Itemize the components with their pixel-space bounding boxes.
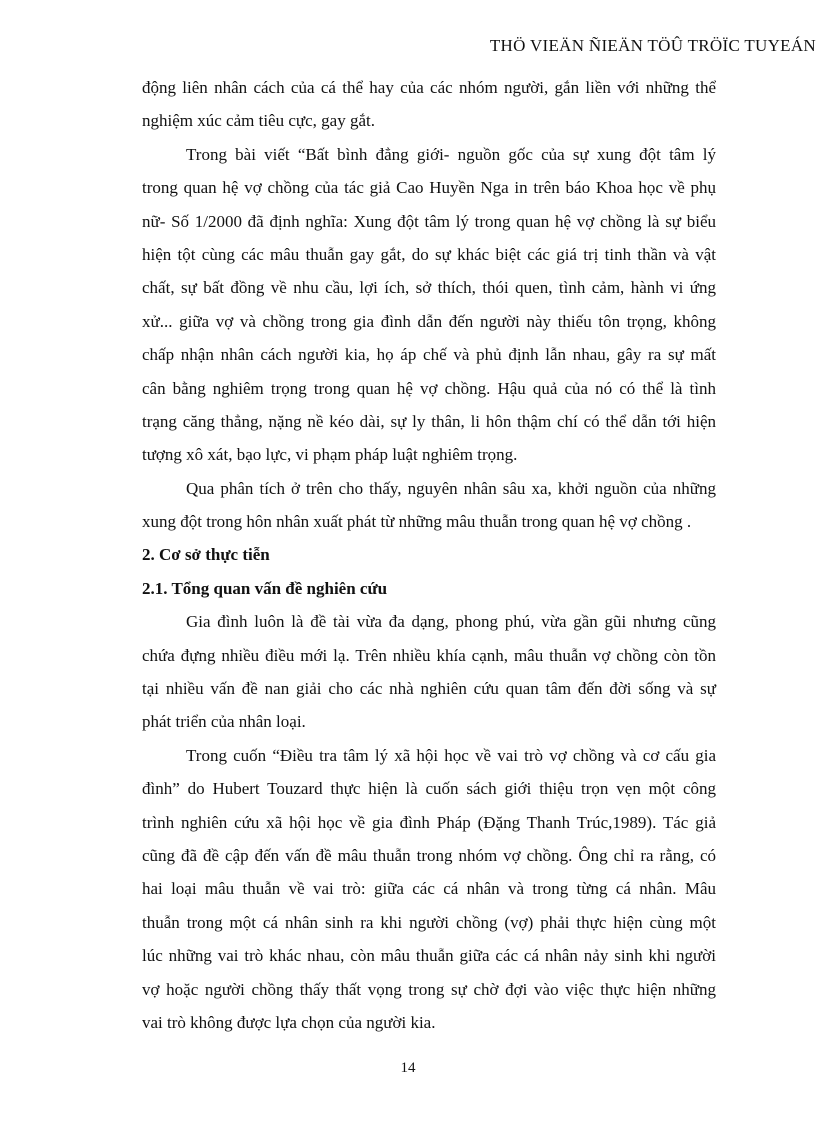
text-line: chứa đựng nhiều điều mới lạ. Trên nhiều khía cạnh, mâu thuẫn vợ chồng còn tồn <box>142 645 716 665</box>
text-line: vợ hoặc người chồng thấy thất vọng trong sự chờ đợi vào việc thực hiện những <box>142 979 716 999</box>
text-line: trong quan hệ vợ chồng của tác giả Cao Huyền Nga in trên báo Khoa học về phụ <box>142 178 716 198</box>
text-line: cân bằng nghiêm trọng trong quan hệ vợ chồng. Hậu quả của nó có thể là tình <box>142 378 716 398</box>
text-line: phát triển của nhân loại. <box>142 712 306 732</box>
text-line: Gia đình luôn là đề tài vừa đa dạng, phong phú, vừa gần gũi nhưng cũng <box>186 612 716 632</box>
text-line: nữ- Số 1/2000 đã định nghĩa: Xung đột tâm lý trong quan hệ vợ chồng là sự biểu <box>142 211 716 231</box>
page-number: 14 <box>400 1060 416 1076</box>
text-line: hai loại mâu thuẫn về vai trò: giữa các cá nhân và trong từng cá nhân. Mâu <box>142 879 716 899</box>
text-line: Trong bài viết “Bất bình đẳng giới- nguồn gốc của sự xung đột tâm lý <box>186 144 716 164</box>
text-line: Qua phân tích ở trên cho thấy, nguyên nhân sâu xa, khởi nguồn của những <box>186 478 716 498</box>
text-line: trình nghiên cứu xã hội học về gia đình Pháp (Đặng Thanh Trúc,1989). Tác giả <box>142 812 716 832</box>
text-line: hiện tột cùng các mâu thuẫn gay gắt, do sự khác biệt các giá trị tinh thần và vật <box>142 244 716 264</box>
text-line: vai trò không được lựa chọn của người kia. <box>142 1012 436 1032</box>
text-line: xung đột trong hôn nhân xuất phát từ những mâu thuẫn trong quan hệ vợ chồng . <box>142 512 692 532</box>
text-line: Trong cuốn “Điều tra tâm lý xã hội học về vai trò vợ chồng và cơ cấu gia <box>186 745 716 765</box>
text-line: xử... giữa vợ và chồng trong gia đình dẫn đến người này thiếu tôn trọng, không <box>142 311 716 331</box>
text-line: tượng xô xát, bạo lực, vi phạm pháp luật nghiêm trọng. <box>142 445 518 465</box>
text-line: đình” do Hubert Touzard thực hiện là cuốn sách giới thiệu trọn vẹn một công <box>142 779 716 799</box>
document-body <box>142 76 716 1044</box>
section-heading: 2. Cơ sở thực tiễn <box>142 545 270 565</box>
text-line: trạng căng thẳng, nặng nề kéo dài, sự ly thân, li hôn thậm chí có thể dẫn tới hiện <box>142 411 716 431</box>
text-line: chất, sự bất đồng về nhu cầu, lợi ích, sở thích, thói quen, tình cảm, hành vi ứng <box>142 278 716 298</box>
text-line: chấp nhận nhân cách người kia, họ áp chế và phủ định lẫn nhau, gây ra sự mất <box>142 345 716 365</box>
text-line: thuẫn trong một cá nhân sinh ra khi người chồng (vợ) phải thực hiện cùng một <box>142 912 716 932</box>
text-line: tại nhiều vấn đề nan giải cho các nhà nghiên cứu quan tâm đến đời sống và sự <box>142 679 716 699</box>
text-line: nghiệm xúc cảm tiêu cực, gay gắt. <box>142 111 375 131</box>
page-header-title: THÖ VIEÄN ÑIEÄN TÖÛ TRÖÏC TUYEÁN <box>489 36 816 55</box>
text-line: lúc những vai trò khác nhau, còn mâu thuẫn giữa các cá nhân nảy sinh khi người <box>142 946 716 966</box>
text-line: động liên nhân cách của cá thể hay của các nhóm người, gắn liền với những thể <box>142 78 716 97</box>
section-heading: 2.1. Tổng quan vấn đề nghiên cứu <box>142 578 388 598</box>
text-line: cũng đã đề cập đến vấn đề mâu thuẫn trong nhóm vợ chồng. Ông chỉ ra rằng, có <box>142 845 716 865</box>
